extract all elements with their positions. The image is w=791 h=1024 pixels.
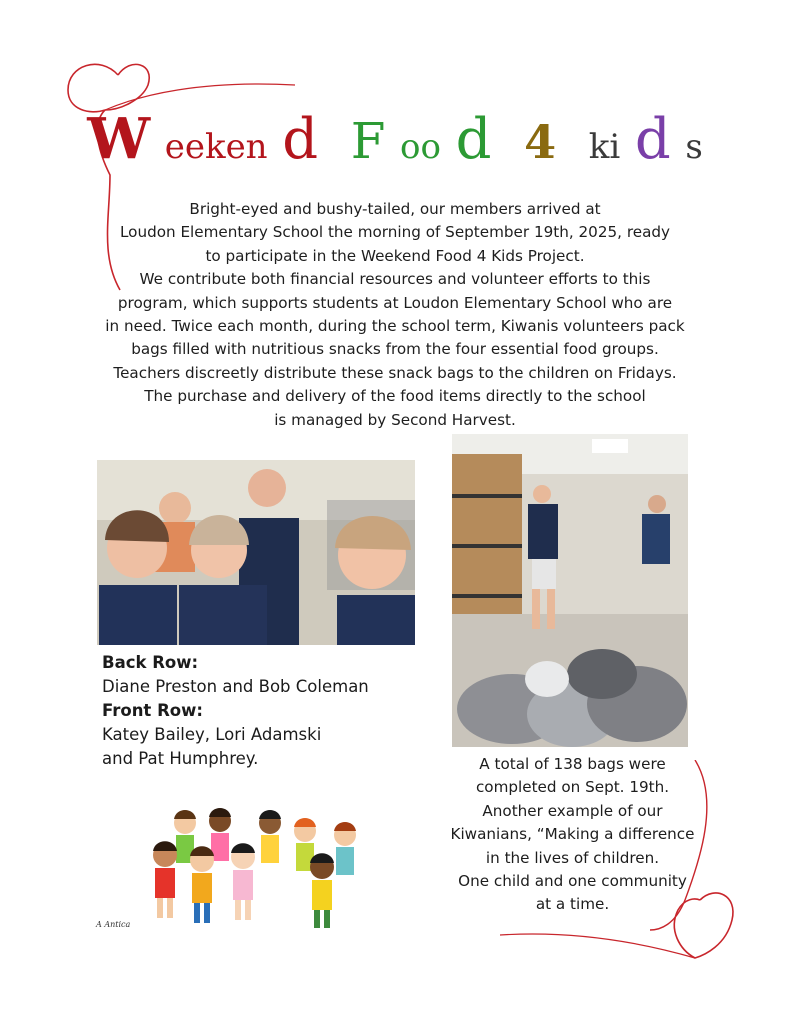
caption-line: completed on Sept. 19th. (475, 778, 670, 797)
caption-line: at a time. (535, 895, 610, 914)
artist-signature: A Antica (96, 920, 131, 929)
title-seg: 4 (524, 115, 557, 169)
page-title (0, 100, 791, 180)
title-seg: F (350, 112, 386, 170)
intro-paragraph (60, 198, 730, 432)
intro-line: in need. Twice each month, during the school term, Kiwanis volunteers pack (105, 317, 685, 336)
children-clipart (140, 805, 375, 930)
caption-line: Kiwanians, “Making a difference (450, 825, 695, 844)
intro-line: is managed by Second Harvest. (274, 410, 516, 429)
caption-line: A total of 138 bags were (479, 755, 666, 773)
pantry-bags-photo (452, 434, 688, 747)
title-seg: eeken (164, 127, 268, 167)
intro-line: program, which supports students at Loudon Elementary School who are (117, 293, 673, 312)
title-seg: d (634, 107, 671, 172)
back-row-header: Back Row: (102, 653, 199, 672)
caption-line: in the lives of children. (485, 848, 660, 867)
intro-line: Loudon Elementary School the morning of September 19th, 2025, ready (119, 223, 671, 242)
group-photo-caption (102, 651, 422, 771)
intro-line: Bright-eyed and bushy-tailed, our members arrived at (189, 200, 601, 218)
intro-line: to participate in the Weekend Food 4 Kids Project. (205, 246, 585, 265)
back-row-names: Diane Preston and Bob Coleman (102, 677, 369, 696)
svg-text:W eeken d F (86, 106, 703, 172)
title-seg: ki (588, 127, 621, 167)
title-seg: W (87, 106, 151, 172)
intro-line: Teachers discreetly distribute these snack bags to the children on Fridays. (113, 363, 677, 382)
intro-line: bags filled with nutritious snacks from the four essential food groups. (131, 340, 659, 359)
title-seg: d (282, 107, 319, 172)
front-row-header: Front Row: (102, 701, 203, 720)
heart-swirl-bottom (500, 760, 740, 984)
caption-line: One child and one community (458, 872, 687, 891)
intro-line: The purchase and delivery of the food items directly to the school (144, 387, 646, 406)
title-seg: s (685, 127, 703, 167)
caption-line: Another example of our (482, 801, 663, 820)
title-seg: d (455, 107, 492, 172)
front-row-names: Katey Bailey, Lori Adamski (102, 725, 322, 744)
front-row-names: and Pat Humphrey. (102, 749, 259, 768)
title-seg: oo (400, 127, 441, 167)
intro-line: We contribute both financial resources and volunteer efforts to this (139, 270, 651, 289)
volunteer-group-photo (97, 460, 415, 645)
